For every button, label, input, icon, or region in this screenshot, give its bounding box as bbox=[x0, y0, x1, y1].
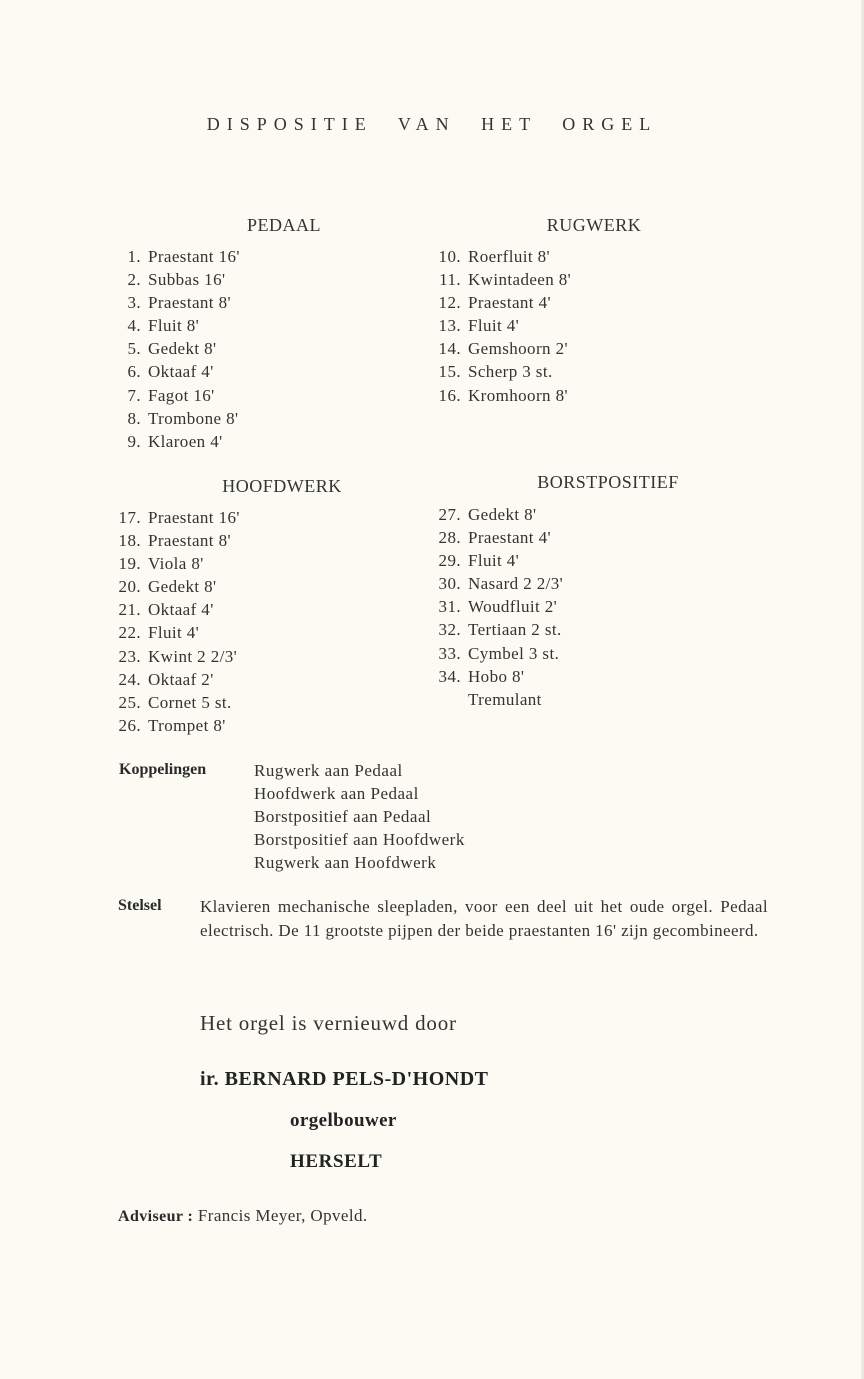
stop-name: Praestant 16' bbox=[148, 508, 240, 527]
stop-name: Oktaaf 4' bbox=[148, 362, 214, 382]
stop-name: Praestant 16' bbox=[148, 247, 240, 266]
stop-number: 20. bbox=[118, 577, 141, 597]
stop-item bbox=[110, 407, 240, 430]
stelsel-label: Stelsel bbox=[118, 897, 162, 914]
stop-item bbox=[430, 595, 563, 618]
stop-name: Trompet 8' bbox=[148, 715, 226, 735]
stop-number: 31. bbox=[438, 597, 461, 617]
koppeling-item: Hoofdwerk aan Pedaal bbox=[254, 784, 419, 804]
stop-number: 14. bbox=[438, 339, 461, 359]
section-heading-hoofdwerk: HOOFDWERK bbox=[222, 476, 342, 496]
stop-name: Fagot 16' bbox=[148, 385, 215, 405]
stop-item bbox=[430, 526, 563, 549]
stop-number: 17. bbox=[118, 508, 141, 527]
stop-number: 15. bbox=[438, 362, 461, 382]
stop-name: Tremulant bbox=[468, 689, 542, 709]
stop-number: 19. bbox=[118, 554, 141, 574]
stop-item bbox=[430, 618, 563, 641]
stop-name: Nasard 2 2/3' bbox=[468, 574, 564, 594]
stop-number: 30. bbox=[438, 574, 461, 594]
page-title: DISPOSITIE VAN HET ORGEL bbox=[206, 114, 658, 134]
stop-number: 12. bbox=[438, 293, 461, 313]
stop-number: 7. bbox=[127, 385, 141, 405]
stop-item bbox=[430, 503, 563, 526]
stop-name: Kromhoorn 8' bbox=[468, 385, 568, 405]
stop-item bbox=[110, 575, 240, 598]
stop-number: 28. bbox=[438, 528, 461, 548]
stop-number: 33. bbox=[438, 643, 461, 663]
stop-number: 25. bbox=[118, 692, 141, 712]
stop-number: 13. bbox=[438, 316, 461, 336]
stop-item bbox=[430, 360, 571, 383]
stop-item bbox=[110, 268, 240, 291]
stop-name: Fluit 4' bbox=[468, 316, 520, 336]
stop-name: Praestant 4' bbox=[468, 293, 551, 313]
stop-name: Praestant 4' bbox=[468, 528, 551, 548]
stop-name: Kwint 2 2/3' bbox=[148, 646, 238, 666]
stop-name: Woudfluit 2' bbox=[468, 597, 558, 617]
stop-number: 16. bbox=[438, 385, 461, 405]
stop-list-borstpositief bbox=[430, 503, 563, 711]
stop-name: Subbas 16' bbox=[148, 270, 226, 290]
koppeling-item: Borstpositief aan Hoofdwerk bbox=[254, 830, 465, 850]
stop-name: Viola 8' bbox=[148, 554, 204, 574]
stop-number: 8. bbox=[127, 408, 141, 428]
stop-name: Gemshoorn 2' bbox=[468, 339, 568, 359]
builder-role: orgelbouwer bbox=[290, 1110, 397, 1131]
stop-name: Fluit 4' bbox=[148, 623, 200, 643]
koppeling-item: Borstpositief aan Pedaal bbox=[254, 807, 432, 827]
stop-item bbox=[430, 572, 563, 595]
stop-item bbox=[430, 291, 571, 314]
stop-number: 34. bbox=[438, 666, 461, 686]
stop-name: Fluit 8' bbox=[148, 316, 200, 336]
stop-number: 11. bbox=[439, 270, 461, 290]
stop-name: Fluit 4' bbox=[468, 551, 520, 571]
stop-item bbox=[110, 621, 240, 644]
stop-name: Praestant 8' bbox=[148, 293, 231, 313]
stop-item bbox=[430, 665, 563, 688]
stop-item bbox=[110, 598, 240, 621]
advisor-line bbox=[118, 1206, 368, 1226]
stop-number: 26. bbox=[118, 715, 141, 735]
section-heading-rugwerk: RUGWERK bbox=[546, 215, 642, 235]
stop-item bbox=[110, 360, 240, 383]
advisor-label: Adviseur : bbox=[118, 1208, 194, 1225]
stop-item bbox=[430, 337, 571, 360]
stelsel-text: Klavieren mechanische sleepladen, voor een deel uit het oude orgel. Pedaal electrisch. De 11 grootste pijpen der beide praestanten 16' zijn gecombineerd. bbox=[200, 897, 768, 940]
stop-number: 4. bbox=[127, 316, 141, 336]
stop-item bbox=[110, 506, 240, 529]
stop-name: Roerfluit 8' bbox=[468, 247, 550, 266]
koppeling-item: Rugwerk aan Hoofdwerk bbox=[254, 853, 437, 873]
stop-item bbox=[110, 245, 240, 268]
stop-name: Trombone 8' bbox=[148, 408, 239, 428]
stop-list-hoofdwerk bbox=[110, 506, 240, 737]
stop-name: Hobo 8' bbox=[468, 666, 525, 686]
stop-number: 10. bbox=[438, 247, 461, 266]
stop-number: 21. bbox=[118, 600, 141, 620]
stop-item bbox=[110, 529, 240, 552]
stop-item bbox=[110, 291, 240, 314]
builder-name: ir. BERNARD PELS-D'HONDT bbox=[200, 1068, 489, 1090]
stop-item bbox=[110, 714, 240, 737]
stop-item bbox=[430, 245, 571, 268]
stop-item bbox=[430, 688, 563, 711]
stop-name: Cornet 5 st. bbox=[148, 692, 232, 712]
stop-item bbox=[110, 314, 240, 337]
stop-number: 22. bbox=[118, 623, 141, 643]
stop-number: 27. bbox=[438, 505, 461, 524]
stop-number: 1. bbox=[127, 247, 141, 266]
stop-number: 24. bbox=[118, 669, 141, 689]
stop-name: Gedekt 8' bbox=[148, 339, 217, 359]
stop-item bbox=[110, 668, 240, 691]
stop-name: Klaroen 4' bbox=[148, 431, 223, 451]
stop-number: 6. bbox=[127, 362, 141, 382]
stop-item bbox=[110, 384, 240, 407]
stop-name: Scherp 3 st. bbox=[468, 362, 553, 382]
stop-list-pedaal bbox=[110, 245, 240, 453]
section-heading-borstpositief: BORSTPOSITIEF bbox=[537, 472, 679, 492]
stop-name: Oktaaf 2' bbox=[148, 669, 214, 689]
stop-number: 5. bbox=[127, 339, 141, 359]
stop-item bbox=[430, 642, 563, 665]
builder-town: HERSELT bbox=[290, 1151, 383, 1172]
stop-list-rugwerk bbox=[430, 245, 571, 407]
stop-item bbox=[110, 691, 240, 714]
koppelingen-list bbox=[254, 759, 465, 874]
stop-number: 29. bbox=[438, 551, 461, 571]
stop-name: Praestant 8' bbox=[148, 531, 231, 551]
koppeling-item: Rugwerk aan Pedaal bbox=[254, 761, 403, 780]
stop-name: Gedekt 8' bbox=[148, 577, 217, 597]
stop-number: 18. bbox=[118, 531, 141, 551]
stop-number: 2. bbox=[127, 270, 141, 290]
stop-item bbox=[110, 337, 240, 360]
stop-number: 3. bbox=[127, 293, 141, 313]
stop-name: Tertiaan 2 st. bbox=[468, 620, 562, 640]
stop-item bbox=[110, 645, 240, 668]
stop-item bbox=[110, 430, 240, 453]
stop-name: Kwintadeen 8' bbox=[468, 270, 572, 290]
stop-name: Oktaaf 4' bbox=[148, 600, 214, 620]
stop-name: Cymbel 3 st. bbox=[468, 643, 560, 663]
stop-item bbox=[430, 268, 571, 291]
stop-number: 23. bbox=[118, 646, 141, 666]
builder-intro: Het orgel is vernieuwd door bbox=[200, 1011, 457, 1035]
stop-number: 32. bbox=[438, 620, 461, 640]
stop-item bbox=[430, 549, 563, 572]
stop-number: 9. bbox=[127, 431, 141, 451]
stop-item bbox=[110, 552, 240, 575]
advisor-value: Francis Meyer, Opveld. bbox=[197, 1206, 368, 1225]
stop-item bbox=[430, 384, 571, 407]
stop-item bbox=[430, 314, 571, 337]
section-heading-pedaal: PEDAAL bbox=[247, 215, 321, 235]
stop-name: Gedekt 8' bbox=[468, 505, 537, 524]
koppelingen-label: Koppelingen bbox=[119, 761, 207, 778]
